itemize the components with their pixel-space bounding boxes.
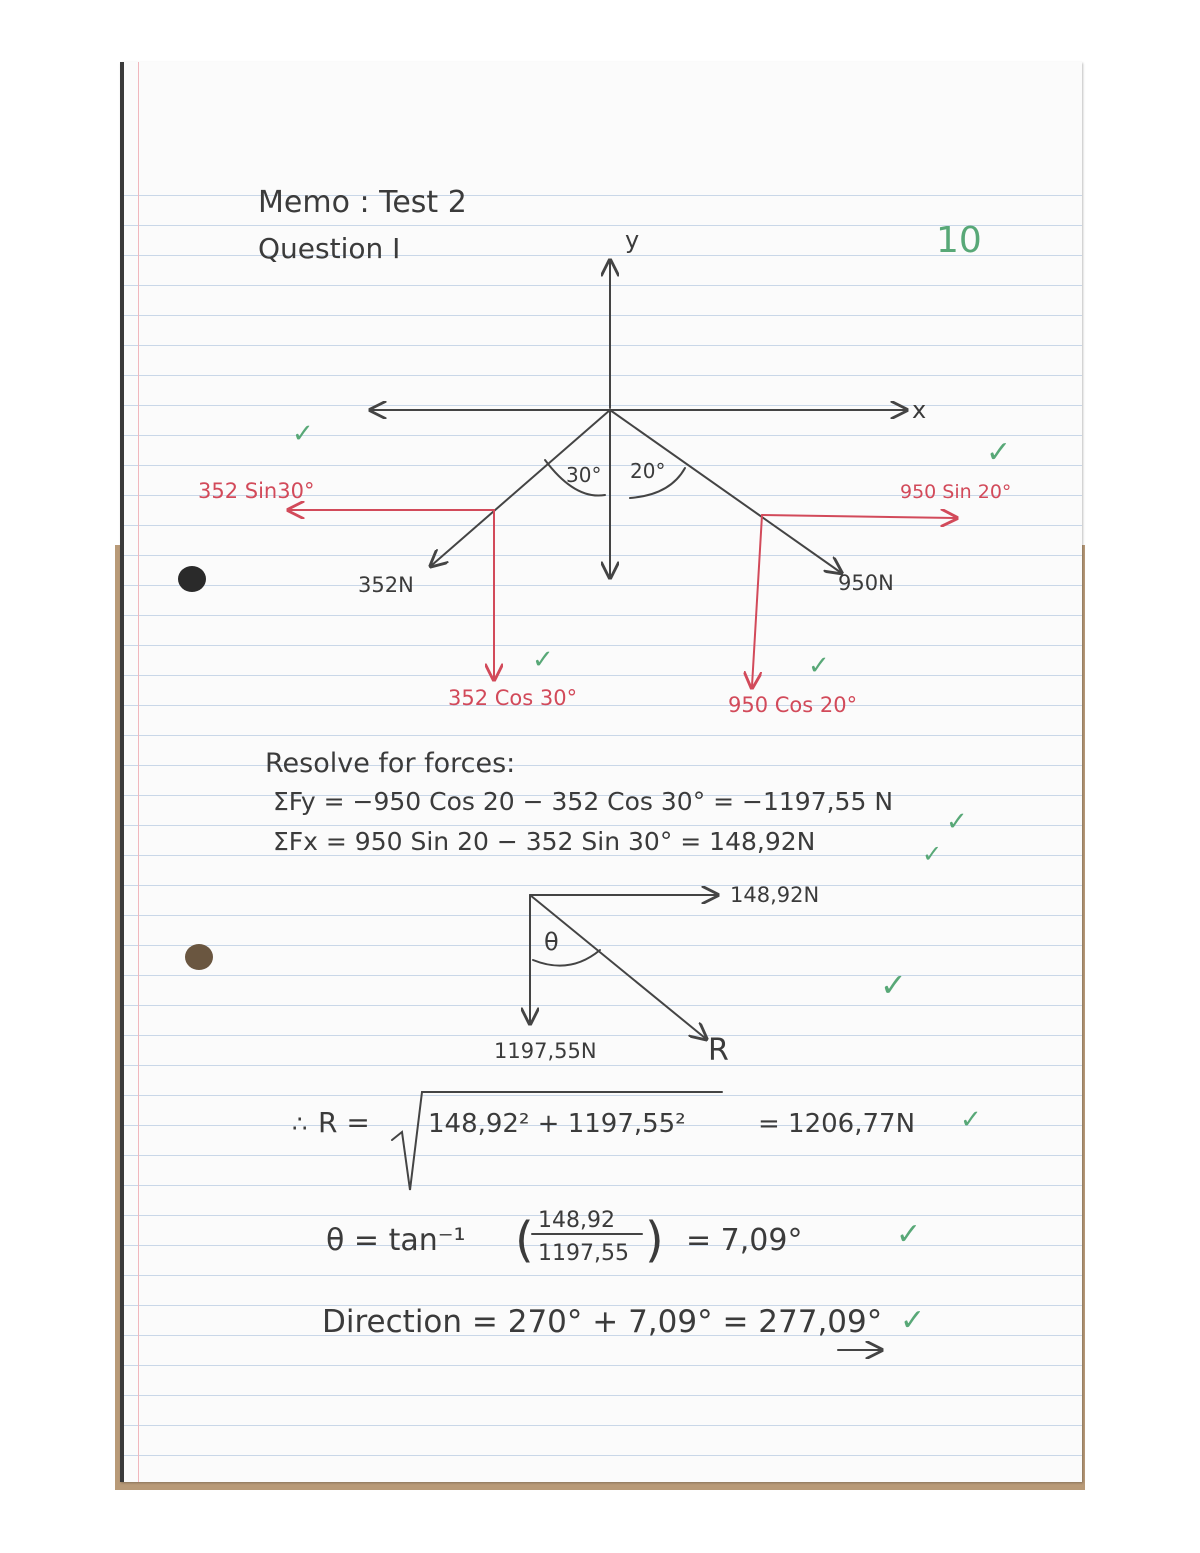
check-mark: ✓ xyxy=(900,1303,926,1338)
angle-30-label: 30° xyxy=(566,463,602,487)
direction-line: Direction = 270° + 7,09° = 277,09° xyxy=(322,1304,883,1340)
check-mark: ✓ xyxy=(808,651,830,681)
r-prefix: R = xyxy=(318,1106,370,1139)
angle-20-label: 20° xyxy=(630,459,666,483)
theta-result: = 7,09° xyxy=(686,1223,803,1258)
x-axis-label: x xyxy=(912,396,927,424)
force-352-label: 352N xyxy=(358,573,414,597)
component-352-x-label: 352 Sin30° xyxy=(198,479,315,503)
resultant-label: R xyxy=(708,1033,729,1068)
question-label: Question I xyxy=(258,232,401,265)
vertical-value-label: 1197,55N xyxy=(494,1039,597,1063)
component-950-x-label: 950 Sin 20° xyxy=(900,481,1012,503)
check-mark: ✓ xyxy=(960,1105,982,1135)
sum-fy-equation: ΣFy = −950 Cos 20 − 352 Cos 30° = −1197,55 N xyxy=(273,787,894,816)
check-mark: ✓ xyxy=(532,645,554,675)
check-mark: ✓ xyxy=(946,807,968,837)
component-950-y xyxy=(752,515,762,686)
theta-numerator: 148,92 xyxy=(538,1208,615,1233)
check-mark: ✓ xyxy=(986,435,1012,470)
component-352-y-label: 352 Cos 30° xyxy=(448,686,578,710)
horizontal-value-label: 148,92N xyxy=(730,883,820,907)
check-mark: ✓ xyxy=(292,419,314,449)
component-950-x xyxy=(762,515,955,518)
theta-symbol: θ xyxy=(544,928,559,956)
y-axis-label: y xyxy=(625,226,640,254)
r-radicand: 148,92² + 1197,55² xyxy=(428,1109,686,1139)
force-352-vector xyxy=(432,410,610,565)
check-mark: ✓ xyxy=(880,966,907,1004)
theta-denominator: 1197,55 xyxy=(538,1241,629,1266)
memo-title: Memo : Test 2 xyxy=(258,185,467,220)
resolve-heading: Resolve for forces: xyxy=(265,748,516,779)
theta-prefix: θ = tan⁻¹ xyxy=(326,1223,466,1258)
component-950-y-label: 950 Cos 20° xyxy=(728,693,858,717)
open-paren: ( xyxy=(515,1212,534,1268)
force-950-label: 950N xyxy=(838,571,894,595)
close-paren: ) xyxy=(645,1212,664,1268)
therefore-symbol: ∴ xyxy=(292,1110,308,1138)
r-result: = 1206,77N xyxy=(758,1109,916,1139)
score: 10 xyxy=(936,220,982,261)
check-mark: ✓ xyxy=(896,1217,922,1252)
force-950-vector xyxy=(610,410,840,572)
check-mark: ✓ xyxy=(922,840,943,868)
square-root-sign xyxy=(392,1092,722,1190)
sum-fx-equation: ΣFx = 950 Sin 20 − 352 Sin 30° = 148,92N xyxy=(273,827,816,856)
